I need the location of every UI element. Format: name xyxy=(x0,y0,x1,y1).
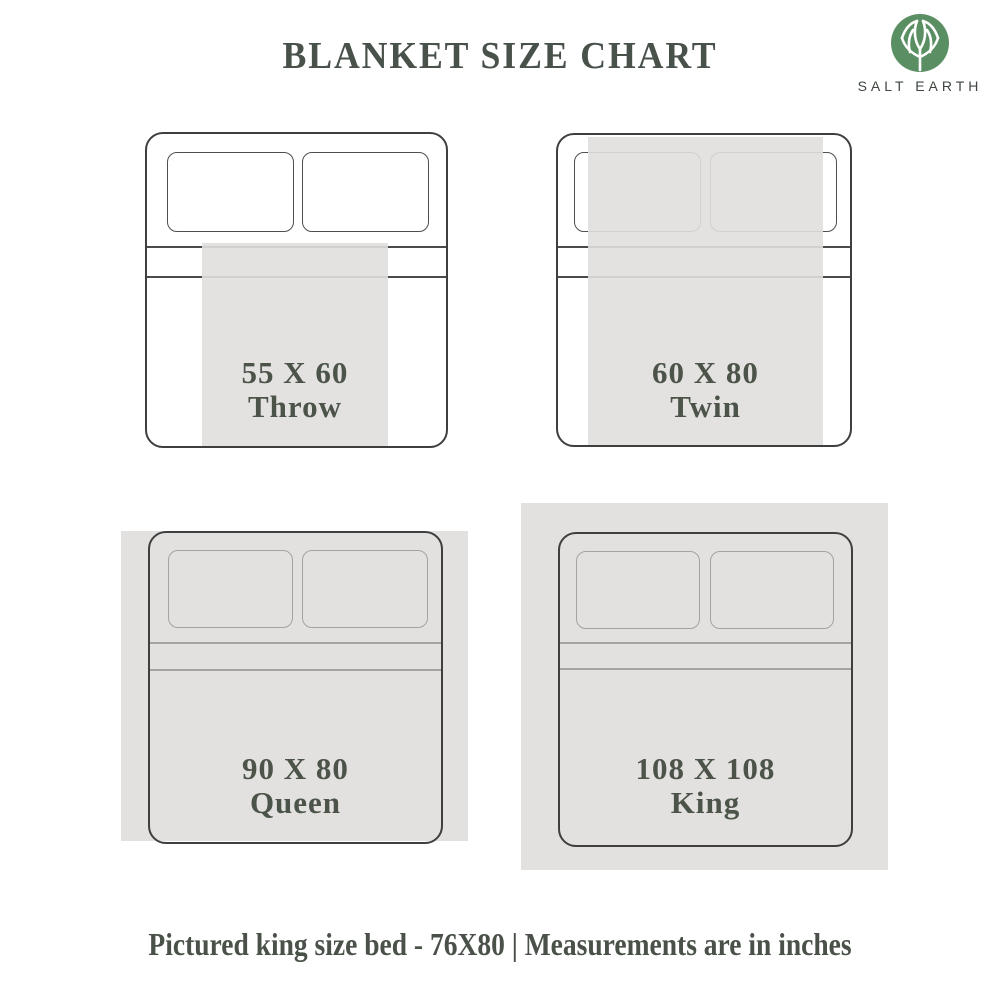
size-name: Queen xyxy=(249,785,342,820)
sheet-fold-line xyxy=(560,642,851,644)
size-name: Throw xyxy=(247,389,342,424)
size-dimensions: 55 X 60 xyxy=(241,355,349,390)
size-dimensions: 108 X 108 xyxy=(635,751,776,786)
size-name: Twin xyxy=(670,389,741,424)
pillow-left-icon xyxy=(576,551,700,629)
pillow-right-icon xyxy=(710,551,834,629)
size-dimensions: 90 X 80 xyxy=(242,751,349,786)
footer-note: Pictured king size bed - 76X80 | Measurements are in inches xyxy=(148,926,852,962)
size-name: King xyxy=(670,785,741,820)
page-title: BLANKET SIZE CHART xyxy=(282,35,718,77)
brand-name: SALT EARTH xyxy=(857,78,983,94)
size-label-king xyxy=(558,752,853,820)
sheet-fold-line xyxy=(560,668,851,670)
size-dimensions: 60 X 80 xyxy=(652,355,759,390)
